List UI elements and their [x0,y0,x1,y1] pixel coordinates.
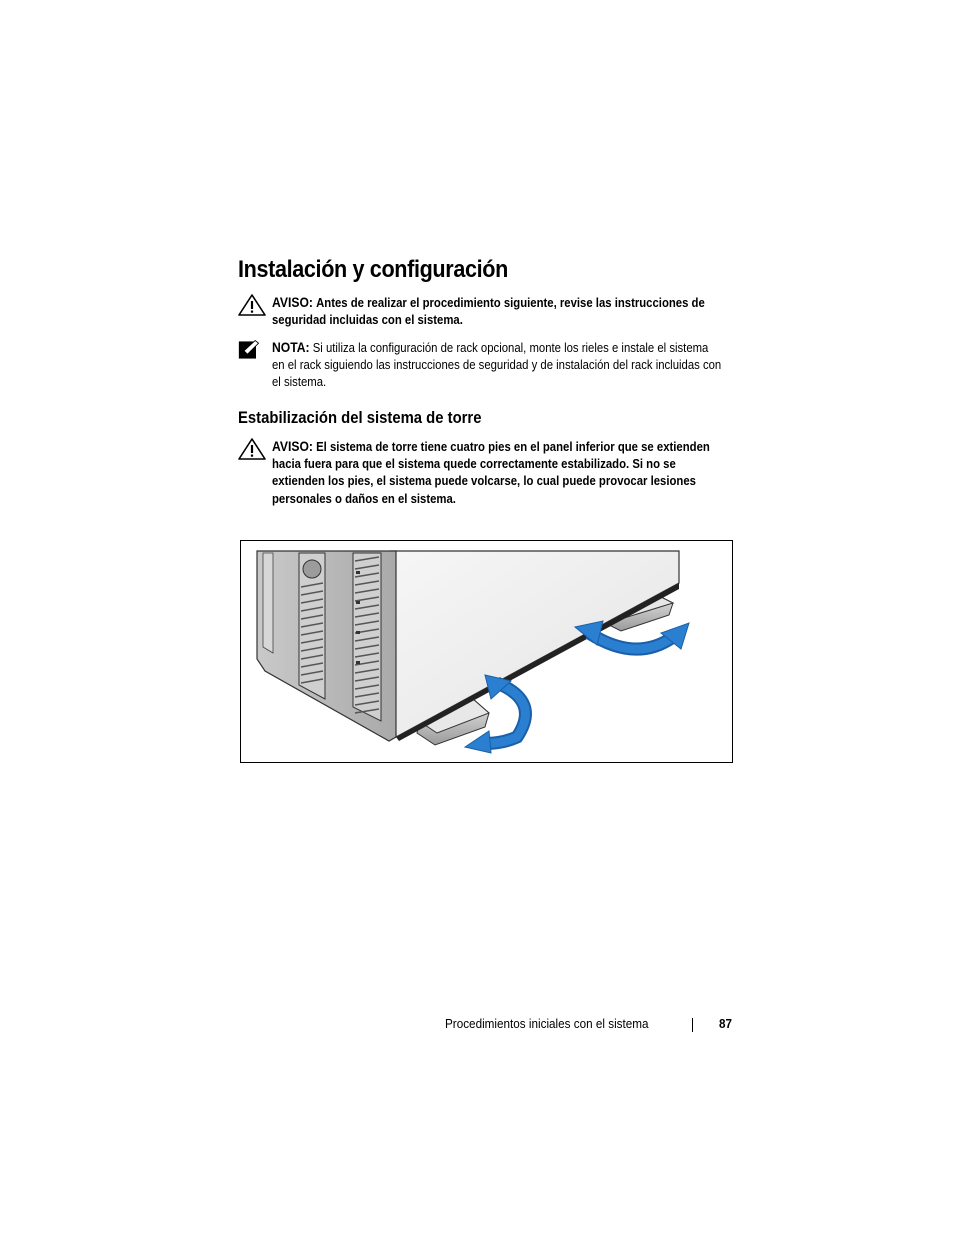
section-heading: Estabilización del sistema de torre [238,409,482,427]
page-number: 87 [719,1016,733,1031]
footer-section-title: Procedimientos iniciales con el sistema [445,1016,649,1031]
note-text: Si utiliza la configuración de rack opcional, monte los rieles e instale el sistema en el rack siguiendo las instrucciones de seguridad y de instalación del rack incluidas con el sistema. [272,341,722,390]
tower-illustration-svg [241,541,733,763]
warning-label: AVISO: [272,295,313,310]
warning-text: El sistema de torre tiene cuatro pies en el panel inferior que se extienden hacia fuera para que el sistema quede correctamente estabilizado. Si no se extienden los pies, el sistema puede volcarse, lo cual puede provocar lesiones personales o daños en el sistema. [272,440,710,506]
warning-label: AVISO: [272,439,313,454]
footer-divider [692,1018,693,1032]
tower-front-bezel [257,551,396,741]
warning-triangle-icon [238,438,266,460]
warning-triangle-icon [238,294,266,316]
page-title: Instalación y configuración [238,256,508,283]
warning-text: Antes de realizar el procedimiento siguiente, revise las instrucciones de seguridad incluidas con el sistema. [272,296,705,328]
note-label: NOTA: [272,340,310,355]
note-pencil-icon [238,339,262,361]
tower-feet-illustration [240,540,733,763]
